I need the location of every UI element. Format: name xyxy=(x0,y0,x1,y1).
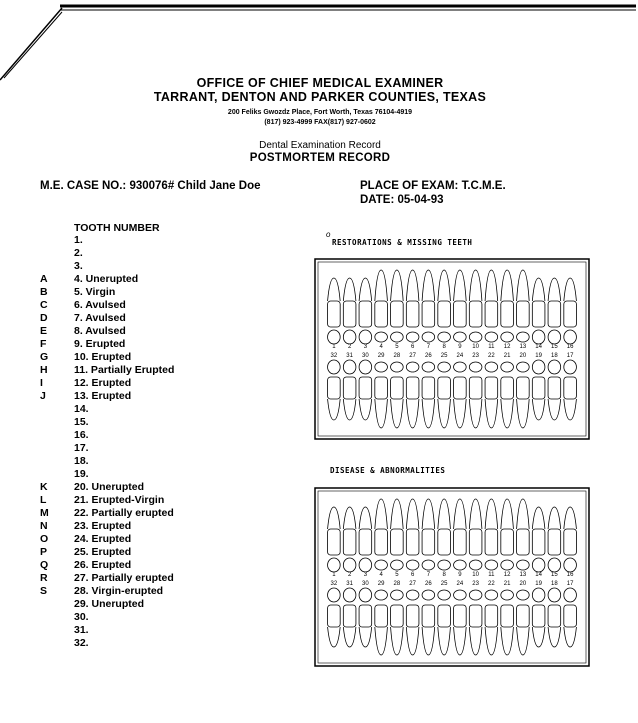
tooth-letter: K xyxy=(40,481,48,493)
lower-tooth-number: 31 xyxy=(346,353,353,359)
tooth-row xyxy=(40,468,280,481)
tooth-letter: D xyxy=(40,312,48,324)
tooth-row xyxy=(40,533,280,546)
tooth-row xyxy=(40,260,280,273)
tooth-row xyxy=(40,299,280,312)
lower-tooth-number: 30 xyxy=(362,581,369,587)
upper-tooth-number: 4 xyxy=(379,572,383,578)
tooth-entry: 30. xyxy=(74,611,89,623)
tooth-row xyxy=(40,520,280,533)
upper-tooth-5 xyxy=(391,499,404,570)
tooth-row xyxy=(40,611,280,624)
upper-tooth-number: 14 xyxy=(535,572,542,578)
lower-tooth-25 xyxy=(438,362,451,428)
upper-tooth-number: 6 xyxy=(410,344,415,350)
lower-tooth-17 xyxy=(564,588,577,647)
tooth-row xyxy=(40,234,280,247)
lower-tooth-17 xyxy=(564,360,577,420)
tooth-letter: N xyxy=(40,520,48,532)
upper-tooth-number: 1 xyxy=(332,344,336,350)
upper-tooth-number: 3 xyxy=(363,344,368,350)
tooth-row xyxy=(40,598,280,611)
lower-tooth-number: 19 xyxy=(535,353,542,359)
lower-tooth-number: 22 xyxy=(488,581,495,587)
tooth-letter: Q xyxy=(40,559,49,571)
upper-tooth-8 xyxy=(438,270,451,342)
tooth-row xyxy=(40,364,280,377)
lower-tooth-number: 17 xyxy=(566,581,574,587)
lower-tooth-number: 32 xyxy=(330,581,338,587)
upper-tooth-number: 9 xyxy=(458,572,462,578)
tooth-letter: A xyxy=(40,273,48,285)
tooth-letter: J xyxy=(40,390,46,402)
upper-tooth-number: 10 xyxy=(472,572,479,578)
lower-tooth-23 xyxy=(469,362,482,428)
upper-tooth-number: 15 xyxy=(551,344,558,350)
restorations-label: RESTORATIONS & MISSING TEETH xyxy=(332,238,473,247)
counties-title: TARRANT, DENTON AND PARKER COUNTIES, TEXAS xyxy=(153,90,487,104)
lower-tooth-27 xyxy=(406,362,419,428)
upper-tooth-number: 10 xyxy=(472,344,479,350)
lower-tooth-31 xyxy=(343,588,356,647)
upper-tooth-number: 5 xyxy=(395,572,399,578)
upper-tooth-15 xyxy=(548,278,561,344)
lower-tooth-30 xyxy=(359,360,372,420)
upper-tooth-8 xyxy=(438,499,451,570)
tooth-entry: 10. Erupted xyxy=(74,351,132,363)
tooth-entry: 26. Erupted xyxy=(74,559,132,571)
tooth-entry: 19. xyxy=(74,468,89,480)
lower-tooth-number: 29 xyxy=(377,581,385,587)
restorations-tooth-chart xyxy=(314,258,590,440)
tooth-entry: 24. Erupted xyxy=(74,533,132,545)
tooth-entry: 9. Erupted xyxy=(74,338,126,350)
tooth-entry: 5. Virgin xyxy=(74,286,116,298)
tooth-entry: 31. xyxy=(74,624,89,636)
upper-tooth-10 xyxy=(469,499,482,570)
upper-tooth-6 xyxy=(406,499,419,570)
tooth-row xyxy=(40,572,280,585)
upper-tooth-13 xyxy=(517,270,530,342)
lower-tooth-19 xyxy=(532,360,545,420)
lower-tooth-26 xyxy=(422,590,435,655)
tooth-letter: P xyxy=(40,546,48,558)
tooth-row xyxy=(40,455,280,468)
lower-tooth-number: 32 xyxy=(330,353,338,359)
lower-tooth-number: 26 xyxy=(425,353,432,359)
tooth-entry: 15. xyxy=(74,416,89,428)
exam-date: DATE: 05-04-93 xyxy=(360,194,444,206)
tooth-row xyxy=(40,338,280,351)
tooth-entry: 13. Erupted xyxy=(74,390,132,402)
tooth-entry: 22. Partially erupted xyxy=(74,507,174,519)
tooth-entry: 21. Erupted-Virgin xyxy=(74,494,165,506)
lower-tooth-31 xyxy=(343,360,356,420)
lower-tooth-29 xyxy=(375,590,388,655)
upper-tooth-6 xyxy=(406,270,419,342)
upper-tooth-10 xyxy=(469,270,482,342)
tooth-entry: 25. Erupted xyxy=(74,546,132,558)
lower-tooth-number: 31 xyxy=(346,581,353,587)
lower-tooth-number: 18 xyxy=(551,581,558,587)
place-of-exam: PLACE OF EXAM: T.C.M.E. xyxy=(360,180,506,192)
lower-tooth-number: 29 xyxy=(377,353,385,359)
tooth-entry: 3. xyxy=(74,260,83,272)
tooth-entry: 23. Erupted xyxy=(74,520,132,532)
lower-tooth-19 xyxy=(532,588,545,647)
upper-tooth-16 xyxy=(564,507,577,572)
tooth-letter: M xyxy=(40,507,49,519)
tooth-letter: B xyxy=(40,286,48,298)
tooth-entry: 32. xyxy=(74,637,89,649)
tooth-row xyxy=(40,286,280,299)
upper-tooth-number: 8 xyxy=(442,344,446,350)
tooth-row xyxy=(40,442,280,455)
upper-tooth-number: 4 xyxy=(379,344,383,350)
upper-tooth-number: 1 xyxy=(332,572,336,578)
tooth-row xyxy=(40,312,280,325)
lower-tooth-number: 18 xyxy=(551,353,558,359)
tooth-row xyxy=(40,559,280,572)
tooth-letter: F xyxy=(40,338,47,350)
lower-tooth-number: 19 xyxy=(535,581,542,587)
upper-tooth-number: 15 xyxy=(551,572,558,578)
address-line: 200 Feliks Gwozdz Place, Fort Worth, Texas 76104-4919 xyxy=(227,109,413,116)
tooth-letter: L xyxy=(40,494,47,506)
upper-tooth-number: 3 xyxy=(363,572,368,578)
tooth-letter: E xyxy=(40,325,48,337)
lower-tooth-21 xyxy=(501,362,514,428)
upper-tooth-3 xyxy=(359,278,372,344)
tooth-entry: 4. Unerupted xyxy=(74,273,139,285)
upper-tooth-11 xyxy=(485,270,498,342)
lower-tooth-18 xyxy=(548,588,561,647)
tooth-row xyxy=(40,377,280,390)
upper-tooth-7 xyxy=(422,270,435,342)
tooth-row xyxy=(40,403,280,416)
tooth-entry: 28. Virgin-erupted xyxy=(74,585,164,597)
upper-tooth-5 xyxy=(391,270,404,342)
tooth-row xyxy=(40,325,280,338)
lower-tooth-29 xyxy=(375,362,388,428)
upper-tooth-number: 2 xyxy=(347,572,352,578)
record-type: Dental Examination Record xyxy=(259,140,381,151)
tooth-row xyxy=(40,390,280,403)
tooth-entry: 20. Unerupted xyxy=(74,481,145,493)
tooth-entry: 12. Erupted xyxy=(74,377,132,389)
upper-tooth-9 xyxy=(454,270,467,342)
lower-tooth-21 xyxy=(501,590,514,655)
lower-tooth-number: 27 xyxy=(409,353,416,359)
tooth-entry: 7. Avulsed xyxy=(74,312,126,324)
lower-tooth-number: 20 xyxy=(519,353,527,359)
lower-tooth-number: 23 xyxy=(472,353,479,359)
lower-tooth-22 xyxy=(485,362,498,428)
lower-tooth-number: 22 xyxy=(488,353,495,359)
tooth-entry: 14. xyxy=(74,403,89,415)
lower-tooth-32 xyxy=(328,360,341,420)
upper-tooth-number: 7 xyxy=(426,572,431,578)
upper-tooth-4 xyxy=(375,270,388,342)
lower-tooth-23 xyxy=(469,590,482,655)
lower-tooth-20 xyxy=(517,362,530,428)
upper-tooth-number: 8 xyxy=(442,572,446,578)
tooth-entry: 1. xyxy=(74,234,83,246)
upper-tooth-2 xyxy=(343,278,356,344)
tooth-entry: 11. Partially Erupted xyxy=(74,364,175,376)
lower-tooth-number: 25 xyxy=(440,353,448,359)
chart-inner-frame xyxy=(318,262,586,436)
lower-tooth-number: 23 xyxy=(472,581,479,587)
tooth-row xyxy=(40,494,280,507)
tooth-entry: 18. xyxy=(74,455,89,467)
lower-tooth-number: 24 xyxy=(456,581,464,587)
upper-tooth-14 xyxy=(532,278,545,344)
upper-tooth-number: 13 xyxy=(519,344,527,350)
lower-tooth-number: 30 xyxy=(362,353,369,359)
lower-tooth-number: 28 xyxy=(393,581,401,587)
tooth-entry: 29. Unerupted xyxy=(74,598,145,610)
lower-tooth-number: 21 xyxy=(503,581,511,587)
tooth-letter: C xyxy=(40,299,48,311)
tooth-row xyxy=(40,429,280,442)
lower-tooth-20 xyxy=(517,590,530,655)
lower-tooth-26 xyxy=(422,362,435,428)
handwritten-mark: o xyxy=(326,230,331,239)
upper-tooth-number: 16 xyxy=(566,344,574,350)
lower-tooth-number: 27 xyxy=(409,581,416,587)
upper-tooth-number: 11 xyxy=(488,344,495,350)
tooth-entry: 17. xyxy=(74,442,89,454)
tooth-row xyxy=(40,546,280,559)
upper-tooth-1 xyxy=(328,507,341,572)
lower-tooth-25 xyxy=(438,590,451,655)
lower-tooth-24 xyxy=(454,362,467,428)
upper-tooth-7 xyxy=(422,499,435,570)
upper-tooth-number: 14 xyxy=(535,344,542,350)
tooth-entry: 27. Partially erupted xyxy=(74,572,174,584)
tooth-letter: G xyxy=(40,351,49,363)
upper-tooth-number: 13 xyxy=(519,572,527,578)
lower-tooth-number: 20 xyxy=(519,581,527,587)
chart-inner-frame xyxy=(318,491,586,663)
tooth-letter: O xyxy=(40,533,49,545)
upper-tooth-15 xyxy=(548,507,561,572)
tooth-row xyxy=(40,247,280,260)
chart-frame xyxy=(315,259,589,439)
upper-tooth-number: 6 xyxy=(410,572,415,578)
tooth-row xyxy=(40,416,280,429)
lower-tooth-32 xyxy=(328,588,341,647)
upper-tooth-14 xyxy=(532,507,545,572)
upper-tooth-number: 12 xyxy=(503,344,511,350)
upper-tooth-number: 7 xyxy=(426,344,431,350)
case-number: M.E. CASE NO.: 930076# Child Jane Doe xyxy=(40,180,261,192)
upper-tooth-12 xyxy=(501,270,514,342)
tooth-entry: 2. xyxy=(74,247,83,259)
upper-tooth-number: 11 xyxy=(488,572,495,578)
upper-tooth-9 xyxy=(454,499,467,570)
upper-tooth-4 xyxy=(375,499,388,570)
lower-tooth-number: 28 xyxy=(393,353,401,359)
office-title: OFFICE OF CHIEF MEDICAL EXAMINER xyxy=(196,76,444,90)
upper-tooth-13 xyxy=(517,499,530,570)
upper-tooth-number: 9 xyxy=(458,344,462,350)
lower-tooth-27 xyxy=(406,590,419,655)
tooth-entry: 8. Avulsed xyxy=(74,325,126,337)
tooth-entry: 6. Avulsed xyxy=(74,299,126,311)
lower-tooth-number: 17 xyxy=(566,353,574,359)
tooth-letter: I xyxy=(40,377,43,389)
upper-tooth-12 xyxy=(501,499,514,570)
upper-tooth-number: 16 xyxy=(566,572,574,578)
lower-tooth-28 xyxy=(391,362,404,428)
tooth-row xyxy=(40,585,280,598)
upper-tooth-number: 2 xyxy=(347,344,352,350)
upper-tooth-11 xyxy=(485,499,498,570)
lower-tooth-number: 21 xyxy=(503,353,511,359)
record-title: POSTMORTEM RECORD xyxy=(249,152,391,164)
tooth-letter: R xyxy=(40,572,48,584)
lower-tooth-18 xyxy=(548,360,561,420)
lower-tooth-24 xyxy=(454,590,467,655)
tooth-row xyxy=(40,481,280,494)
tooth-row xyxy=(40,624,280,637)
tooth-row xyxy=(40,507,280,520)
lower-tooth-28 xyxy=(391,590,404,655)
tooth-row xyxy=(40,637,280,650)
lower-tooth-number: 26 xyxy=(425,581,432,587)
tooth-letter: H xyxy=(40,364,48,376)
tooth-row xyxy=(40,273,280,286)
tooth-entry: 16. xyxy=(74,429,89,441)
lower-tooth-number: 24 xyxy=(456,353,464,359)
tooth-number-heading: TOOTH NUMBER xyxy=(74,222,160,234)
disease-label: DISEASE & ABNORMALITIES xyxy=(330,466,446,475)
lower-tooth-30 xyxy=(359,588,372,647)
tooth-list xyxy=(40,234,280,650)
lower-tooth-22 xyxy=(485,590,498,655)
upper-tooth-number: 12 xyxy=(503,572,511,578)
disease-tooth-chart xyxy=(314,487,590,667)
upper-tooth-2 xyxy=(343,507,356,572)
chart-frame xyxy=(315,488,589,666)
tooth-letter: S xyxy=(40,585,48,597)
upper-tooth-1 xyxy=(328,278,341,344)
lower-tooth-number: 25 xyxy=(440,581,448,587)
upper-tooth-16 xyxy=(564,278,577,344)
upper-tooth-number: 5 xyxy=(395,344,399,350)
upper-tooth-3 xyxy=(359,507,372,572)
tooth-row xyxy=(40,351,280,364)
phone-line: (817) 923-4999 FAX(817) 927-0602 xyxy=(264,119,376,126)
